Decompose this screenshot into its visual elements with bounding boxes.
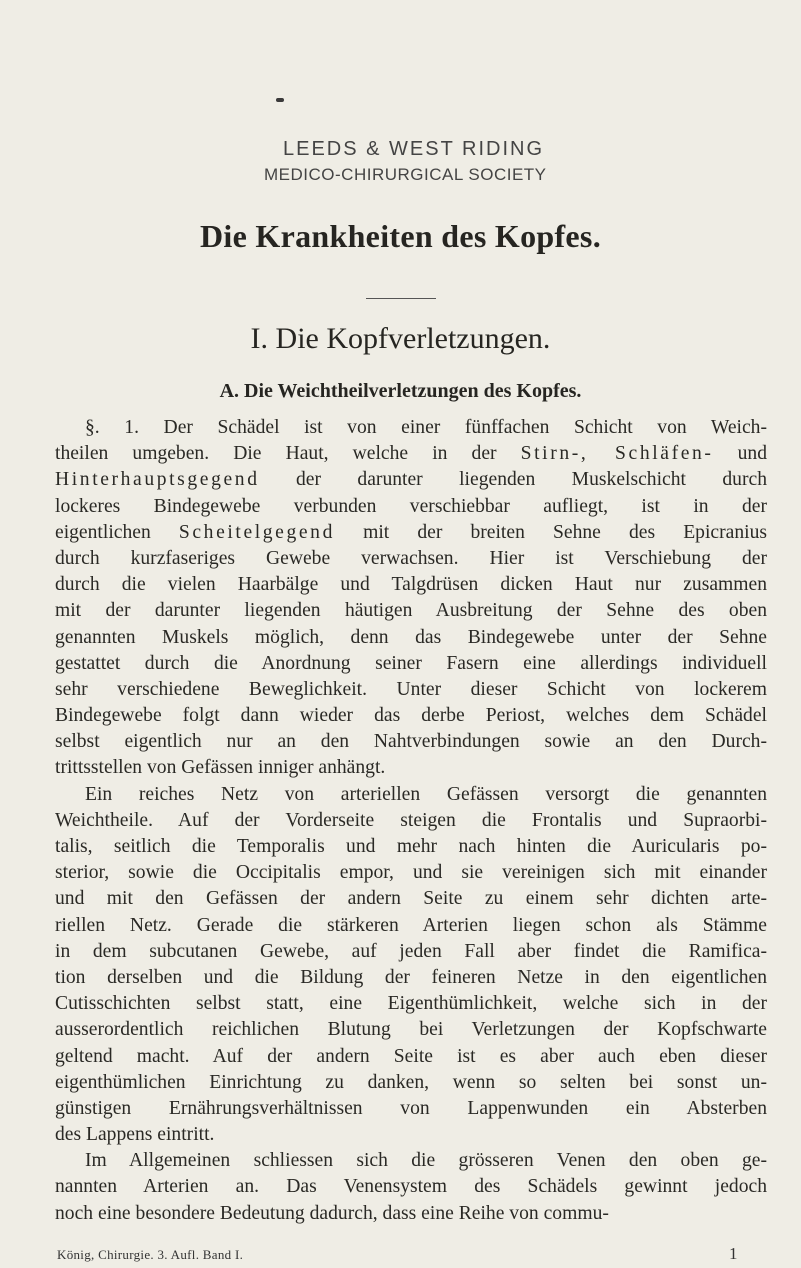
text-line: Cutisschichten selbst statt, eine Eigenthümlichkeit, welche sich in der [55,993,767,1015]
text-line: Hinterhauptsgegend der darunter liegenden Muskelschicht durch [55,469,767,491]
text-line: Im Allgemeinen schliessen sich die grösseren Venen den oben ge- [85,1150,767,1172]
text-line: gestattet durch die Anordnung seiner Fasern eine allerdings individuell [55,652,767,674]
text-line: riellen Netz. Gerade die stärkeren Arterien liegen schon als Stämme [55,914,767,936]
emphasized-term: Hinterhauptsgegend [55,469,260,491]
text-line: in dem subcutanen Gewebe, auf jeden Fall aber findet die Ramifica- [55,940,767,962]
text-line: sterior, sowie die Occipitalis empor, und sie vereinigen sich mit einander [55,862,767,884]
text-line: des Lappens eintritt. [55,1124,215,1146]
emphasized-term: Scheitelgegend [178,521,335,543]
text-line: eigenthümlichen Einrichtung zu danken, wenn so selten bei sonst un- [55,1071,767,1093]
text-line: nannten Arterien an. Das Venensystem des Schädels gewinnt jedoch [55,1176,767,1198]
text-line: lockeres Bindegewebe verbunden verschiebbar aufliegt, ist in der [55,495,767,517]
text-line: Ein reiches Netz von arteriellen Gefässen versorgt die genannten [85,783,767,805]
text-line: selbst eigentlich nur an den Nahtverbindungen sowie an den Durch- [55,731,767,753]
page-number: 1 [729,1244,738,1263]
text-line: trittsstellen von Gefässen inniger anhängt. [55,757,386,779]
text-line: §. 1. Der Schädel ist von einer fünffachen Schicht von Weich- [85,417,767,438]
text-line: günstigen Ernährungsverhältnissen von Lappenwunden ein Absterben [55,1097,767,1119]
text-line: durch die vielen Haarbälge und Talgdrüsen dicken Haut nur zusammen [55,574,767,596]
body-text [55,415,767,1227]
text-line: eigentlichen Scheitelgegend mit der breiten Sehne des Epicranius [55,521,767,543]
library-stamp-line1: LEEDS & WEST RIDING [283,138,545,160]
text-line: Weichtheile. Auf der Vorderseite steigen die Frontalis und Supraorbi- [55,809,767,831]
ink-mark [276,98,284,102]
text-line: tion derselben und die Bildung der feineren Netze in den eigentlichen [55,966,767,988]
text-line: durch kurzfaseriges Gewebe verwachsen. Hier ist Verschiebung der [55,547,767,569]
text-line: mit der darunter liegenden häutigen Ausbreitung der Sehne des oben [55,600,767,622]
book-title: Die Krankheiten des Kopfes. [200,218,601,254]
emphasized-term: Stirn-, Schläfen- [520,443,714,465]
text-line: Bindegewebe folgt dann wieder das derbe Periost, welches dem Schädel [55,705,767,727]
text-line: theilen umgeben. Die Haut, welche in der Stirn-, Schläfen- und [55,443,768,465]
chapter-title: I. Die Kopfverletzungen. [250,322,551,355]
title-divider [366,298,436,299]
section-title: A. Die Weichtheilverletzungen des Kopfes. [219,380,582,402]
text-line: genannten Muskels möglich, denn das Bindegewebe unter der Sehne [55,626,767,648]
text-line: geltend macht. Auf der andern Seite ist es aber auch eben dieser [55,1045,767,1067]
text-line: und mit den Gefässen der andern Seite zu einem sehr dichten arte- [55,888,767,910]
library-stamp-line2: MEDICO-CHIRURGICAL SOCIETY [264,165,547,184]
text-line: talis, seitlich die Temporalis und mehr nach hinten die Auricularis po- [55,836,767,857]
footer-citation: König, Chirurgie. 3. Aufl. Band I. [57,1247,244,1262]
text-line: sehr verschiedene Beweglichkeit. Unter dieser Schicht von lockerem [55,678,767,700]
text-line: ausserordentlich reichlichen Blutung bei Verletzungen der Kopfschwarte [55,1019,767,1041]
text-line: noch eine besondere Bedeutung dadurch, dass eine Reihe von commu- [55,1202,609,1224]
